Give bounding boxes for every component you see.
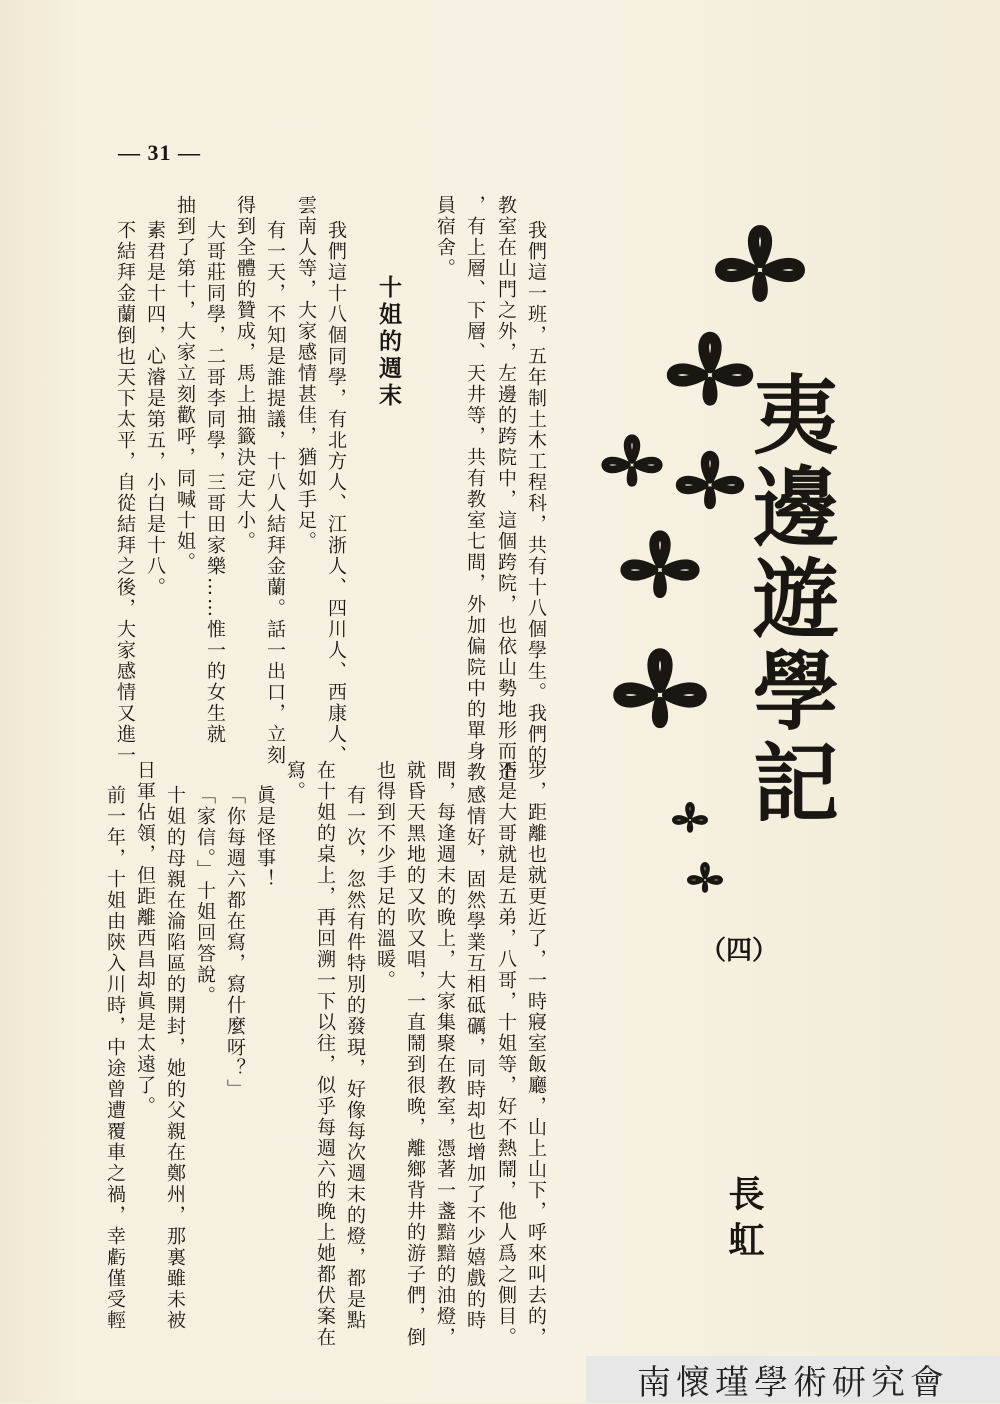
upper-col-5: 我們這十八個同學，有北方人、江浙人、四川人、西康人、 [325,220,347,766]
clover-1-icon [721,231,800,297]
upper-col-9: 大哥莊同學，二哥李同學，三哥田家樂……惟一的女生就 [204,220,226,745]
lower-col-11: 「你每週六都在寫，寫什麼呀？」 [224,785,246,1100]
upper-col-11: 素君是十四，心濬是第五，小白是十八。 [144,220,166,598]
clover-5-icon [625,535,694,593]
clover-2-icon [672,337,748,400]
author-name: 長虹 [723,1175,764,1267]
lower-col-8: 在十姐的桌上，再回溯一下以往，似乎每週六的晚上她都伏案在 [314,760,336,1348]
lower-col-2: 不是大哥就是五弟，八哥，十姐等，好不熱鬧，他人爲之側目。 [495,760,517,1348]
lower-col-15: 前一年，十姐由陝入川時，中途曾遭覆車之禍，幸虧僅受輕 [104,785,126,1331]
upper-col-8: 得到全體的贊成，馬上抽籤決定大小。 [234,195,256,552]
part-number: （四） [700,936,779,966]
upper-col-10: 抽到了第十，大家立刻歡呼，同喊十姐。 [174,195,196,573]
lower-col-14: 日軍佔領，但距離西昌却眞是太遠了。 [134,760,156,1117]
clover-4-icon [680,455,740,505]
lower-col-1: 步，距離也就更近了，一時寢室飯廳，山上山下，呼來叫去的， [525,760,547,1348]
clover-8-icon [689,864,721,890]
clover-6-icon [619,654,701,722]
section-heading: 十姐的週末 [375,275,401,410]
lower-col-9: 寫。 [284,760,306,802]
upper-col-3: ，有上層、下層、天井等，共有教室七間，外加偏院中的單身教 [464,195,486,783]
lower-col-13: 十姐的母親在淪陷區的開封，她的父親在鄭州，那裏雖未被 [164,785,186,1331]
article-title: 夷邊遊學記 [738,370,838,830]
upper-col-6: 雲南人等，大家感情甚佳，猶如手足。 [295,195,317,552]
clover-7-icon [674,804,706,830]
upper-col-4: 員宿舍。 [434,195,456,279]
lower-col-4: 間，每逢週末的晚上，大家集聚在教室，憑著一盞黯黯的油燈， [434,760,456,1348]
lower-col-3: 感情好，固然學業互相砥礪，同時却也增加了不少嬉戲的時 [464,785,486,1331]
upper-col-1: 我們這一班，五年制土木工程科，共有十八個學生。我們的 [525,220,547,766]
lower-col-7: 有一次，忽然有件特別的發現，好像每次週末的燈，都是點 [344,785,366,1331]
lower-col-12: 「家信。」十姐回答說。 [194,785,216,1007]
lower-col-10: 眞是怪事！ [254,785,276,890]
page-number: — 31 — [118,140,201,165]
clover-3-icon [605,438,659,483]
watermark-banner: 南懷瑾學術研究會 [586,1356,1000,1403]
upper-col-2: 教室在山門之外，左邊的跨院中，這個跨院，也依山勢地形而造 [495,195,517,783]
upper-col-7: 有一天，不知是誰提議，十八人結拜金蘭。話一出口，立刻 [264,220,286,766]
lower-col-6: 也得到不少手足的溫暖。 [374,760,396,991]
upper-col-12: 不結拜金蘭倒也天下太平，自從結拜之後，大家感情又進一 [114,220,136,766]
lower-col-5: 就昏天黑地的又吹又唱，一直鬧到很晚，離鄉背井的游子們，倒 [404,760,426,1348]
